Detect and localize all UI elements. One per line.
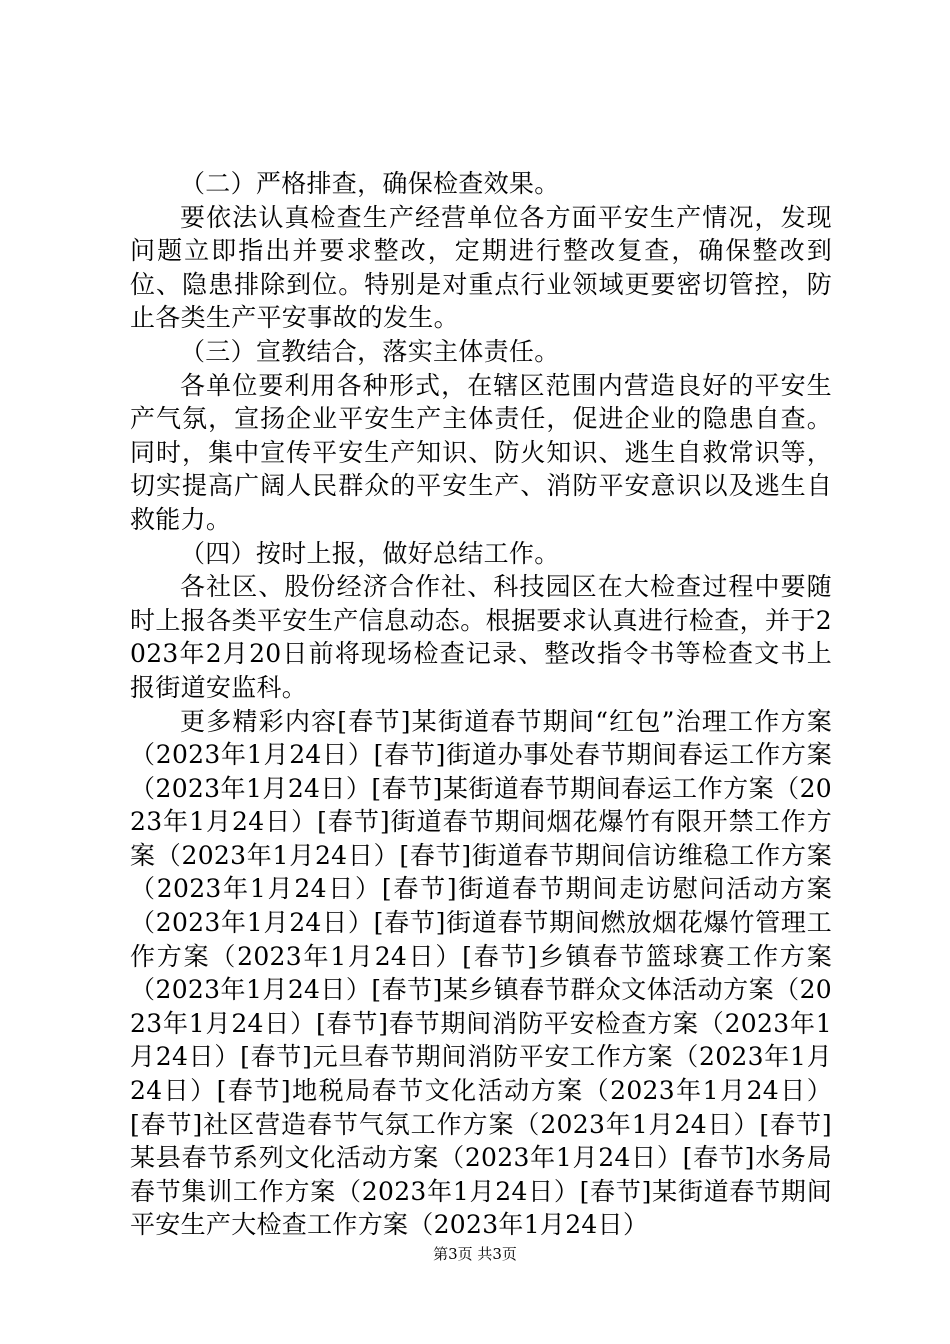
- section-heading-3: （三）宣教结合，落实主体责任。: [180, 336, 560, 366]
- related-content-paragraph: 更多精彩内容[春节]某街道春节期间“红包”治理工作方案（2023年1月24日）[春节]街道办事处春节期间春运工作方案（2023年1月24日）[春节]某街道春节期间春运工作方案（2023年1月24日）[春节]街道春节期间烟花爆竹有限开禁工作方案（2023年1月24日）[春节]街道春节期间信访维稳工作方案（2023年1月24日）[春节]街道春节期间走访慰问活动方案（2023年1月24日）[春节]街道春节期间燃放烟花爆竹管理工作方案（2023年1月24日）[春节]乡镇春节篮球赛工作方案（2023年1月24日）[春节]某乡镇春节群众文体活动方案（2023年1月24日）[春节]春节期间消防平安检查方案（2023年1月24日）[春节]元旦春节期间消防平安工作方案（2023年1月24日）[春节]地税局春节文化活动方案（2023年1月24日）[春节]社区营造春节气氛工作方案（2023年1月24日）[春节]某县春节系列文化活动方案（2023年1月24日）[春节]水务局春节集训工作方案（2023年1月24日）[春节]某街道春节期间平安生产大检查工作方案（2023年1月24日）: [130, 706, 832, 1240]
- section-heading-2: （二）严格排查，确保检查效果。: [180, 169, 560, 198]
- document-body: [130, 167, 832, 1242]
- body-paragraph: 各社区、股份经济合作社、科技园区在大检查过程中要随时上报各类平安生产信息动态。根据要求认真进行检查，并于2023年2月20日前将现场检查记录、整改指令书等检查文书上报街道安监科。: [130, 572, 832, 702]
- section-heading-4: （四）按时上报，做好总结工作。: [180, 538, 560, 568]
- body-paragraph: 要依法认真检查生产经营单位各方面平安生产情况，发现问题立即指出并要求整改，定期进行整改复查，确保整改到位、隐患排除到位。特别是对重点行业领域更要密切管控，防止各类生产平安事故的发生。: [130, 202, 832, 333]
- page-number-footer: 第3页 共3页: [433, 1245, 517, 1263]
- body-paragraph: 各单位要利用各种形式，在辖区范围内营造良好的平安生产气氛，宣扬企业平安生产主体责任，促进企业的隐患自查。同时，集中宣传平安生产知识、防火知识、逃生自救常识等，切实提高广阔人民群众的平安生产、消防平安意识以及逃生自救能力。: [130, 370, 832, 534]
